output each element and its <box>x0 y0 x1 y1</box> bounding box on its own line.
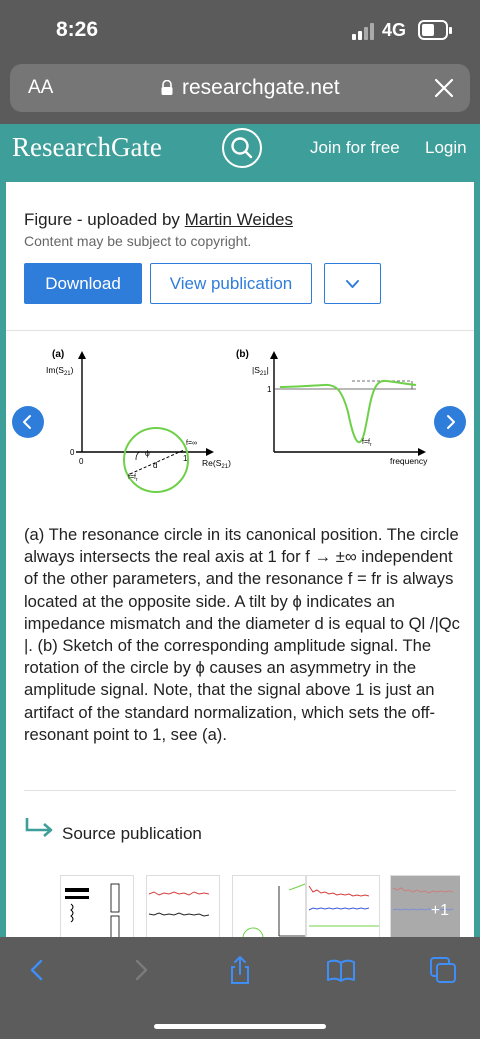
f-infinity-label: f=∞ <box>186 440 198 447</box>
uploaded-prefix: Figure - uploaded by <box>24 210 180 229</box>
copyright-note: Content may be subject to copyright. <box>24 233 252 249</box>
home-indicator[interactable] <box>154 1024 326 1029</box>
more-options-button[interactable] <box>324 263 381 304</box>
site-logo[interactable]: ResearchGate <box>12 132 162 162</box>
search-button[interactable] <box>222 128 262 168</box>
thumbnail-3[interactable] <box>232 875 306 942</box>
tabs-icon[interactable] <box>428 955 458 985</box>
phi-arc <box>136 452 139 460</box>
url-text[interactable]: researchgate.net <box>182 76 340 99</box>
join-link[interactable]: Join for free <box>310 138 400 157</box>
thumbnail-2[interactable] <box>146 875 220 942</box>
f-resonance-label: $f=f_r$ <box>128 474 138 483</box>
status-bar <box>0 0 480 62</box>
clock: 8:26 <box>56 18 99 41</box>
panel-a-zero-y: 0 <box>70 448 75 457</box>
source-publication-heading[interactable]: Source publication <box>62 824 202 843</box>
text-size-button[interactable]: AA <box>28 77 54 98</box>
login-link[interactable]: Login <box>425 138 467 157</box>
browser-address-area <box>0 62 480 124</box>
panel-a-x-arrow <box>206 448 214 456</box>
figure-caption: (a) The resonance circle in its canonical position. The circle always intersects the real axis at 1 for f → ±∞ independent of the other parameters, and the resonance f = fr is always located at the opposite side. A tilt by ϕ indicates an impedance mismatch and the diameter d is equal to Ql /|Qc |. (b) Sketch of the corresponding amplitude signal. The rotation of the circle by ϕ causes an asymmetry in the amplitude signal. Note, that the signal above 1 is just an artifact of the standard normalization, which sets the off-resonant point to 1, see (a). <box>24 525 460 744</box>
more-thumbnails-count: +1 <box>430 902 449 919</box>
chevron-down-icon <box>325 264 380 303</box>
panel-a-ylabel: $Im(S_{21})$ <box>46 365 74 377</box>
previous-figure-button[interactable] <box>12 406 44 438</box>
bookmarks-icon[interactable] <box>326 955 356 985</box>
panel-b-xlabel: frequency <box>390 456 428 466</box>
chevron-right-icon <box>434 406 466 438</box>
thumbnail-4[interactable] <box>306 875 380 942</box>
view-publication-button[interactable]: View publication <box>150 263 312 304</box>
network-type: 4G <box>382 20 407 40</box>
back-icon[interactable] <box>22 955 52 985</box>
amplitude-curve <box>280 381 416 442</box>
diameter-label: d <box>153 461 158 470</box>
thumbnail-1[interactable] <box>60 875 134 942</box>
figure-heading <box>24 210 293 230</box>
panel-b-label: (b) <box>236 349 249 360</box>
panel-b-ylabel: $|S_{21}|$ <box>252 365 269 377</box>
download-button[interactable]: Download <box>24 263 142 304</box>
panel-b-y-arrow <box>270 351 278 359</box>
share-icon[interactable] <box>225 955 255 985</box>
battery-icon <box>418 20 448 40</box>
divider <box>24 790 456 791</box>
browser-toolbar <box>0 937 480 1039</box>
lock-icon <box>160 80 174 96</box>
panel-a-xlabel: $Re(S_{21})$ <box>202 458 231 470</box>
source-thumbnails <box>60 875 460 942</box>
panel-a-one: 1 <box>183 454 188 463</box>
panel-b-one: 1 <box>267 385 272 394</box>
close-icon[interactable] <box>430 74 458 102</box>
phi-label: ϕ <box>145 448 150 458</box>
return-arrow-icon <box>24 816 56 840</box>
page-background <box>0 172 480 937</box>
panel-a-y-arrow <box>78 351 86 359</box>
panel-a-zero-x: 0 <box>79 457 84 466</box>
search-icon <box>224 130 260 166</box>
chevron-left-icon <box>12 406 44 438</box>
signal-bars-icon <box>352 22 376 40</box>
panel-b-x-arrow <box>418 448 426 456</box>
figure-card <box>6 182 474 942</box>
author-link[interactable]: Martin Weides <box>184 210 294 229</box>
thumbnail-5[interactable] <box>390 875 460 942</box>
forward-icon[interactable] <box>126 955 156 985</box>
resonance-circle <box>124 428 188 492</box>
panel-b-resonance-label: $f=f_r$ <box>362 439 372 448</box>
site-header <box>0 124 480 172</box>
next-figure-button[interactable] <box>434 406 466 438</box>
panel-a-label: (a) <box>52 349 65 360</box>
address-bar[interactable] <box>10 64 470 112</box>
figure-image[interactable] <box>6 332 474 512</box>
divider <box>6 330 474 331</box>
